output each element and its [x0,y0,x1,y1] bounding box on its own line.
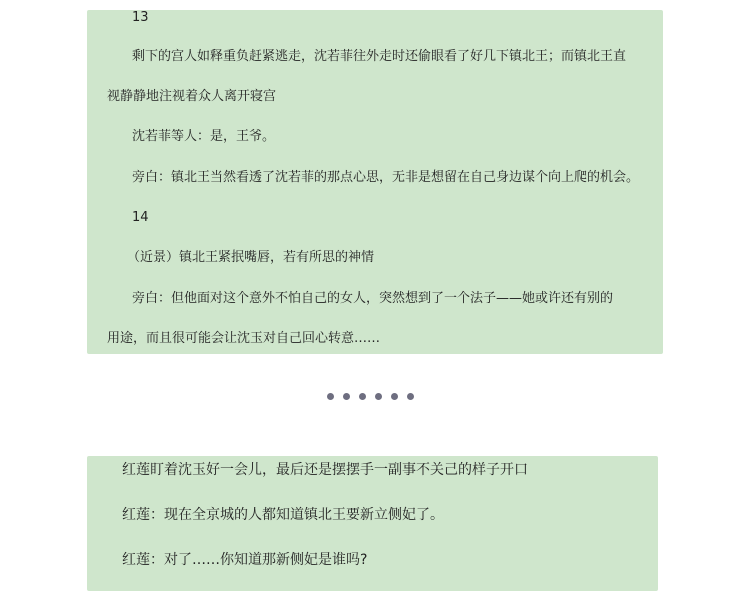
separator-dot [343,393,350,400]
paragraph-line: 旁白：镇北王当然看透了沈若菲的那点心思，无非是想留在自己身边谋个向上爬的机会。 [132,170,640,185]
separator-dot [407,393,414,400]
paragraph-line: 视静静地注视着众人离开寝宫 [107,89,277,104]
separator-dot [375,393,382,400]
paragraph-line: 红莲：现在全京城的人都知道镇北王要新立侧妃了。 [122,507,444,523]
paragraph-line: 红莲：对了……你知道那新侧妃是谁吗? [122,552,368,568]
paragraph-line: 剩下的宫人如释重负赶紧逃走，沈若菲往外走时还偷眼看了好几下镇北王；而镇北王直 [132,49,627,64]
paragraph-line: （近景）镇北王紧抿嘴唇，若有所思的神情 [127,250,375,265]
section-separator [327,393,414,400]
script-card-bottom [87,456,658,591]
paragraph-line: 沈若菲等人：是，王爷。 [132,129,276,144]
separator-dot [391,393,398,400]
paragraph-line: 红莲盯着沈玉好一会儿，最后还是摆摆手一副事不关己的样子开口 [122,462,528,478]
scene-number-13: 13 [132,10,149,25]
separator-dot [327,393,334,400]
separator-dot [359,393,366,400]
scene-number-14: 14 [132,210,149,225]
paragraph-line: 旁白：但他面对这个意外不怕自己的女人，突然想到了一个法子——她或许还有别的 [132,291,614,306]
paragraph-line: 用途，而且很可能会让沈玉对自己回心转意…… [107,331,381,346]
script-card-top [87,10,663,354]
